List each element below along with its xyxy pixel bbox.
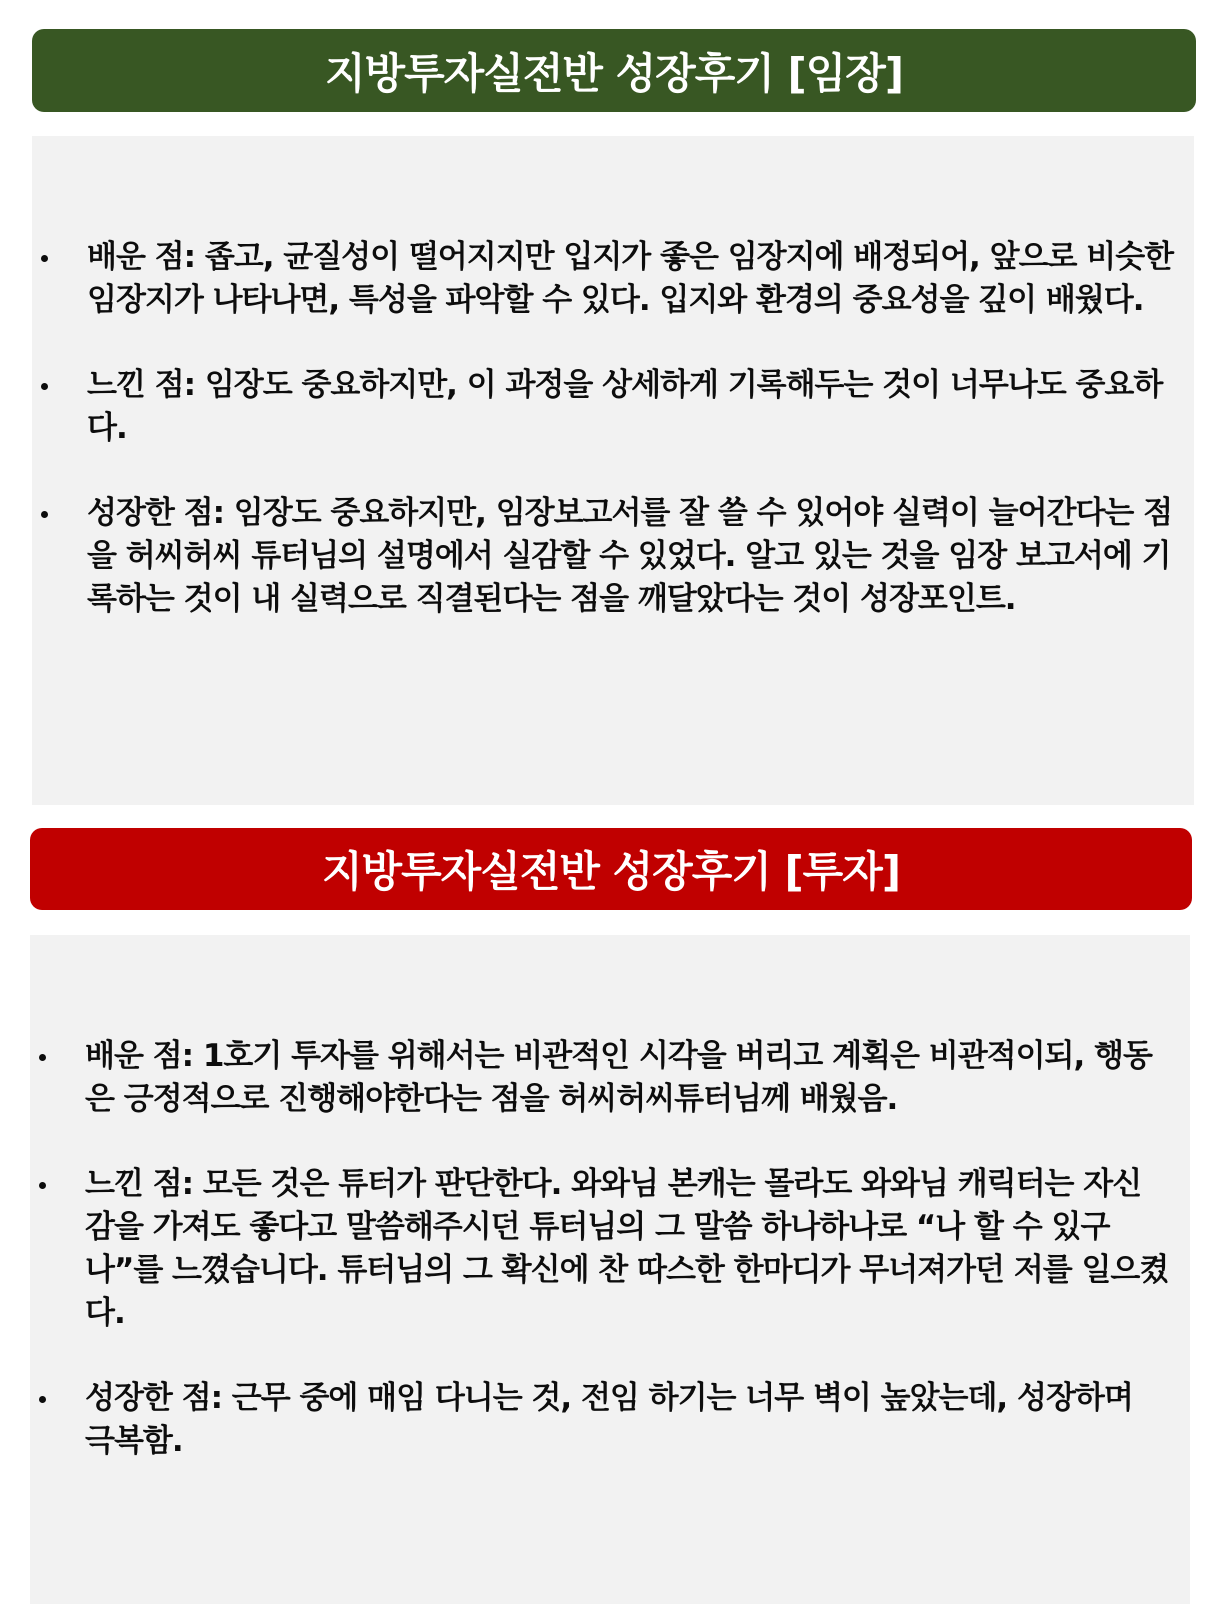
list-item-text: 성장한 점: 근무 중에 매임 다니는 것, 전임 하기는 너무 벽이 높았는데, 성장하며 극복함.: [85, 1380, 1133, 1459]
list-item-text: 느낀 점: 모든 것은 튜터가 판단한다. 와와님 본캐는 몰라도 와와님 캐릭터는 자신감을 가져도 좋다고 말씀해주시던 튜터님의 그 말씀 하나하나로 “나 할 수 있구나”를 느꼈습니다. 튜터님의 그 확신에 찬 따스한 한마디가 무너져가던 저를 일으켰다.: [85, 1166, 1169, 1331]
section-panel-investment: [30, 935, 1190, 1604]
section-title: 지방투자실전반 성장후기 [임장]: [324, 48, 904, 98]
section-banner-investment: [30, 828, 1192, 910]
list-item: [30, 1163, 1190, 1335]
list-item: [32, 236, 1194, 322]
list-item: [30, 1377, 1190, 1463]
bullet-dot-icon: [41, 383, 48, 390]
list-item-text: 성장한 점: 임장도 중요하지만, 임장보고서를 잘 쓸 수 있어야 실력이 늘어간다는 점을 허씨허씨 튜터님의 설명에서 실감할 수 있었다. 알고 있는 것을 임장 보고서에 기록하는 것이 내 실력으로 직결된다는 점을 깨달았다는 것이 성장포인트.: [87, 495, 1173, 617]
bullet-dot-icon: [39, 1182, 46, 1189]
bullet-list: [30, 1035, 1190, 1505]
section-title: 지방투자실전반 성장후기 [투자]: [321, 847, 901, 896]
list-item: [32, 492, 1194, 621]
bullet-dot-icon: [41, 511, 48, 518]
list-item-text: 느낀 점: 임장도 중요하지만, 이 과정을 상세하게 기록해두는 것이 너무나도 중요하다.: [87, 367, 1163, 446]
list-item-text: 배운 점: 좁고, 균질성이 떨어지지만 입지가 좋은 임장지에 배정되어, 앞으로 비슷한 임장지가 나타나면, 특성을 파악할 수 있다. 입지와 환경의 중요성을 깊이 배웠다.: [87, 239, 1174, 318]
section-banner-imjang: [32, 29, 1196, 112]
list-item: [30, 1035, 1190, 1121]
bullet-dot-icon: [39, 1396, 46, 1403]
section-panel-imjang: [32, 136, 1194, 805]
list-item-text: 배운 점: 1호기 투자를 위해서는 비관적인 시각을 버리고 계획은 비관적이되, 행동은 긍정적으로 진행해야한다는 점을 허씨허씨튜터님께 배웠음.: [85, 1038, 1152, 1117]
bullet-list: [32, 236, 1194, 663]
bullet-dot-icon: [41, 255, 48, 262]
bullet-dot-icon: [39, 1054, 46, 1061]
list-item: [32, 364, 1194, 450]
